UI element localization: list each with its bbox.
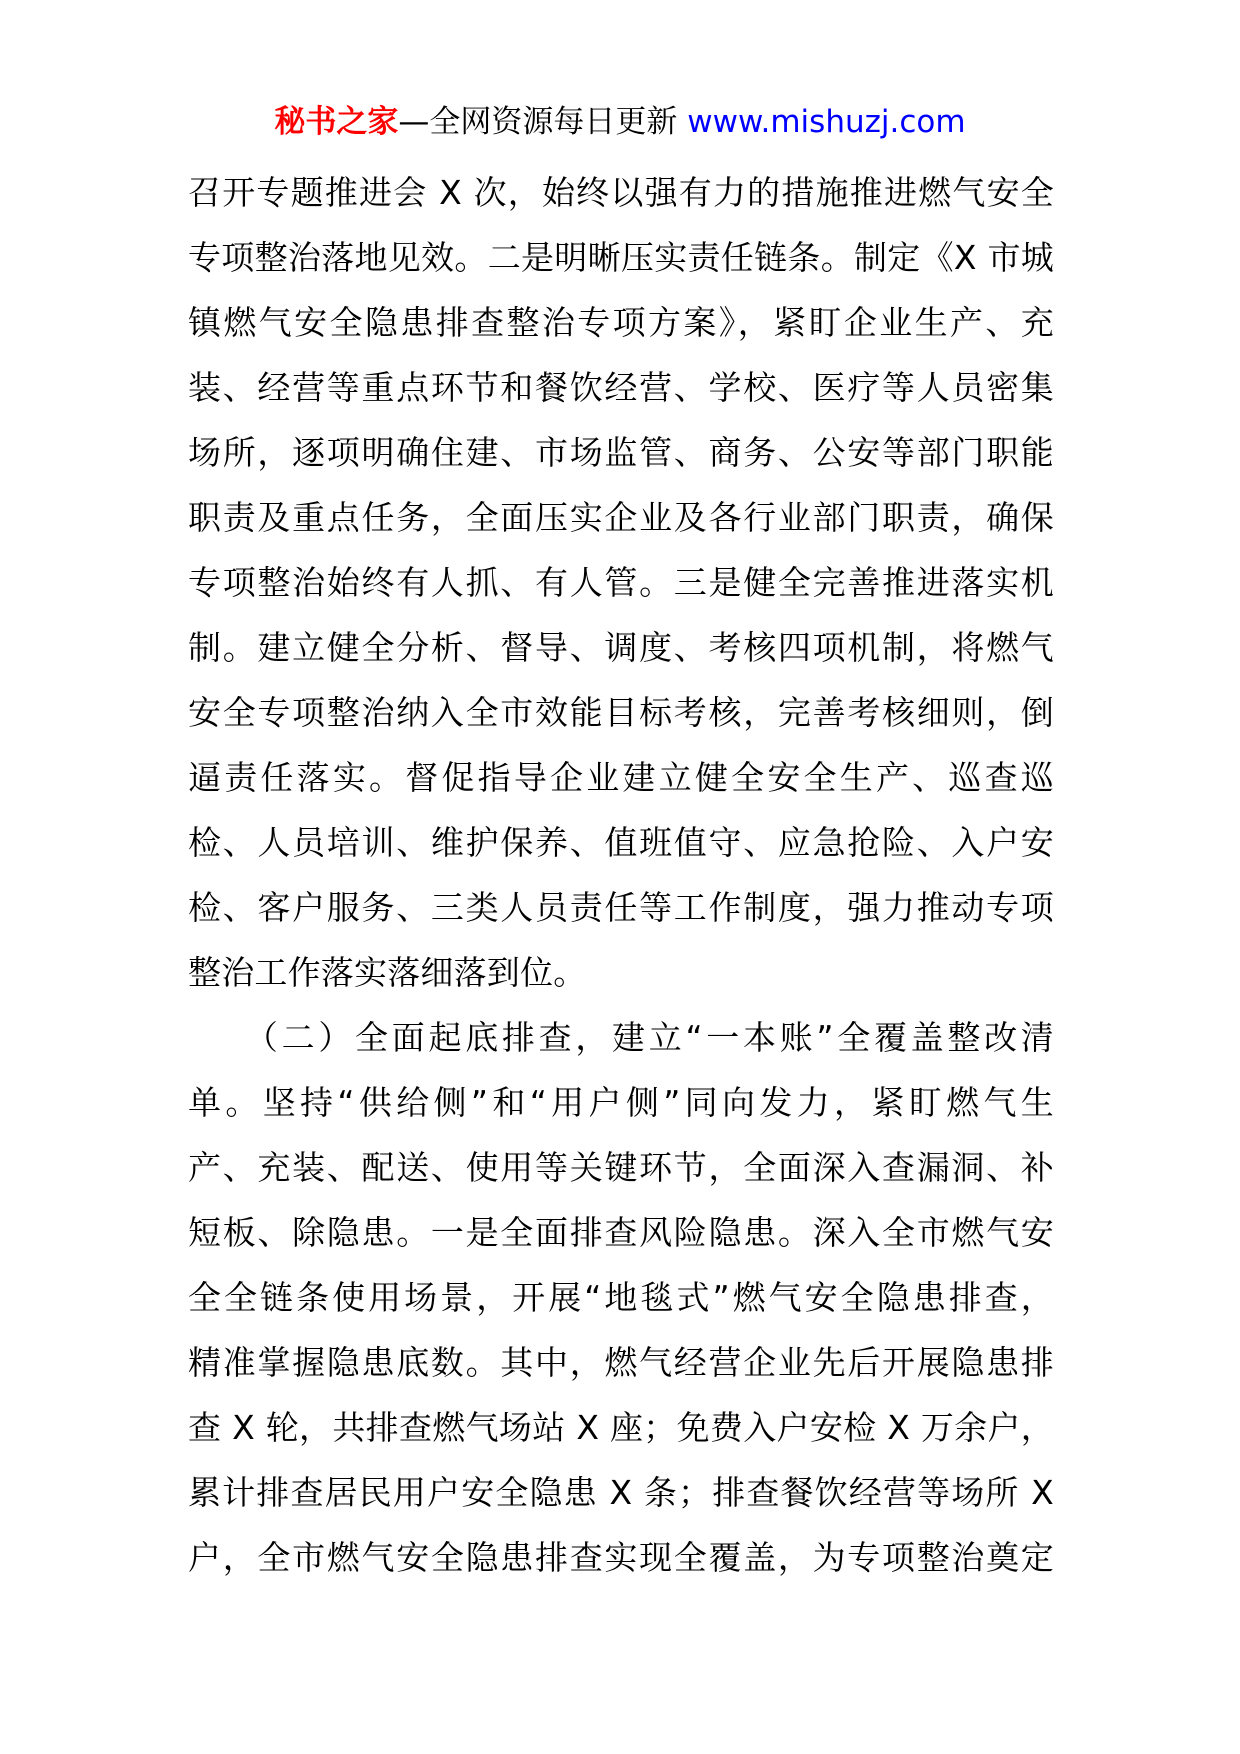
header-brand: 秘书之家 (274, 104, 399, 140)
text-line: 专项整治始终有人抓、有人管。三是健全完善推进落实机 (188, 563, 1054, 602)
text-line: 全全链条使用场景，开展“地毯式”燃气安全隐患排查， (188, 1278, 1054, 1317)
paragraph-end-line: 整治工作落实落细落到位。 (188, 953, 587, 992)
text-line: 户，全市燃气安全隐患排查实现全覆盖，为专项整治奠定 (188, 1538, 1054, 1577)
text-line: 查 X 轮，共排查燃气场站 X 座；免费入户安检 X 万余户， (188, 1408, 1054, 1447)
text-line: 职责及重点任务，全面压实企业及各行业部门职责，确保 (188, 498, 1054, 537)
header-url[interactable]: www.mishuzj.com (687, 104, 966, 140)
body-text (188, 160, 1054, 1590)
text-line: 检、人员培训、维护保养、值班值守、应急抢险、入户安 (188, 823, 1054, 862)
text-line: 制。建立健全分析、督导、调度、考核四项机制，将燃气 (188, 628, 1054, 667)
text-line: 场所，逐项明确住建、市场监管、商务、公安等部门职能 (188, 433, 1054, 472)
section-heading-line: （二）全面起底排查，建立“一本账”全覆盖整改清 (188, 1018, 1054, 1057)
text-line: 检、客户服务、三类人员责任等工作制度，强力推动专项 (188, 888, 1054, 927)
text-line: 单。坚持“供给侧”和“用户侧”同向发力，紧盯燃气生 (188, 1083, 1054, 1122)
text-line: 产、充装、配送、使用等关键环节，全面深入查漏洞、补 (188, 1148, 1054, 1187)
text-line: 逼责任落实。督促指导企业建立健全安全生产、巡查巡 (188, 758, 1054, 797)
text-line: 召开专题推进会 X 次，始终以强有力的措施推进燃气安全 (188, 173, 1054, 212)
text-line: 短板、除隐患。一是全面排查风险隐患。深入全市燃气安 (188, 1213, 1054, 1252)
text-line: 装、经营等重点环节和餐饮经营、学校、医疗等人员密集 (188, 368, 1054, 407)
page-header (0, 100, 1240, 144)
text-line: 镇燃气安全隐患排查整治专项方案》，紧盯企业生产、充 (188, 303, 1054, 342)
text-line: 精准掌握隐患底数。其中，燃气经营企业先后开展隐患排 (188, 1343, 1054, 1382)
text-line: 累计排查居民用户安全隐患 X 条；排查餐饮经营等场所 X (188, 1473, 1054, 1512)
text-line: 安全专项整治纳入全市效能目标考核，完善考核细则，倒 (188, 693, 1054, 732)
text-line: 专项整治落地见效。二是明晰压实责任链条。制定《X 市城 (188, 238, 1054, 277)
header-tagline: —全网资源每日更新 (398, 104, 688, 140)
